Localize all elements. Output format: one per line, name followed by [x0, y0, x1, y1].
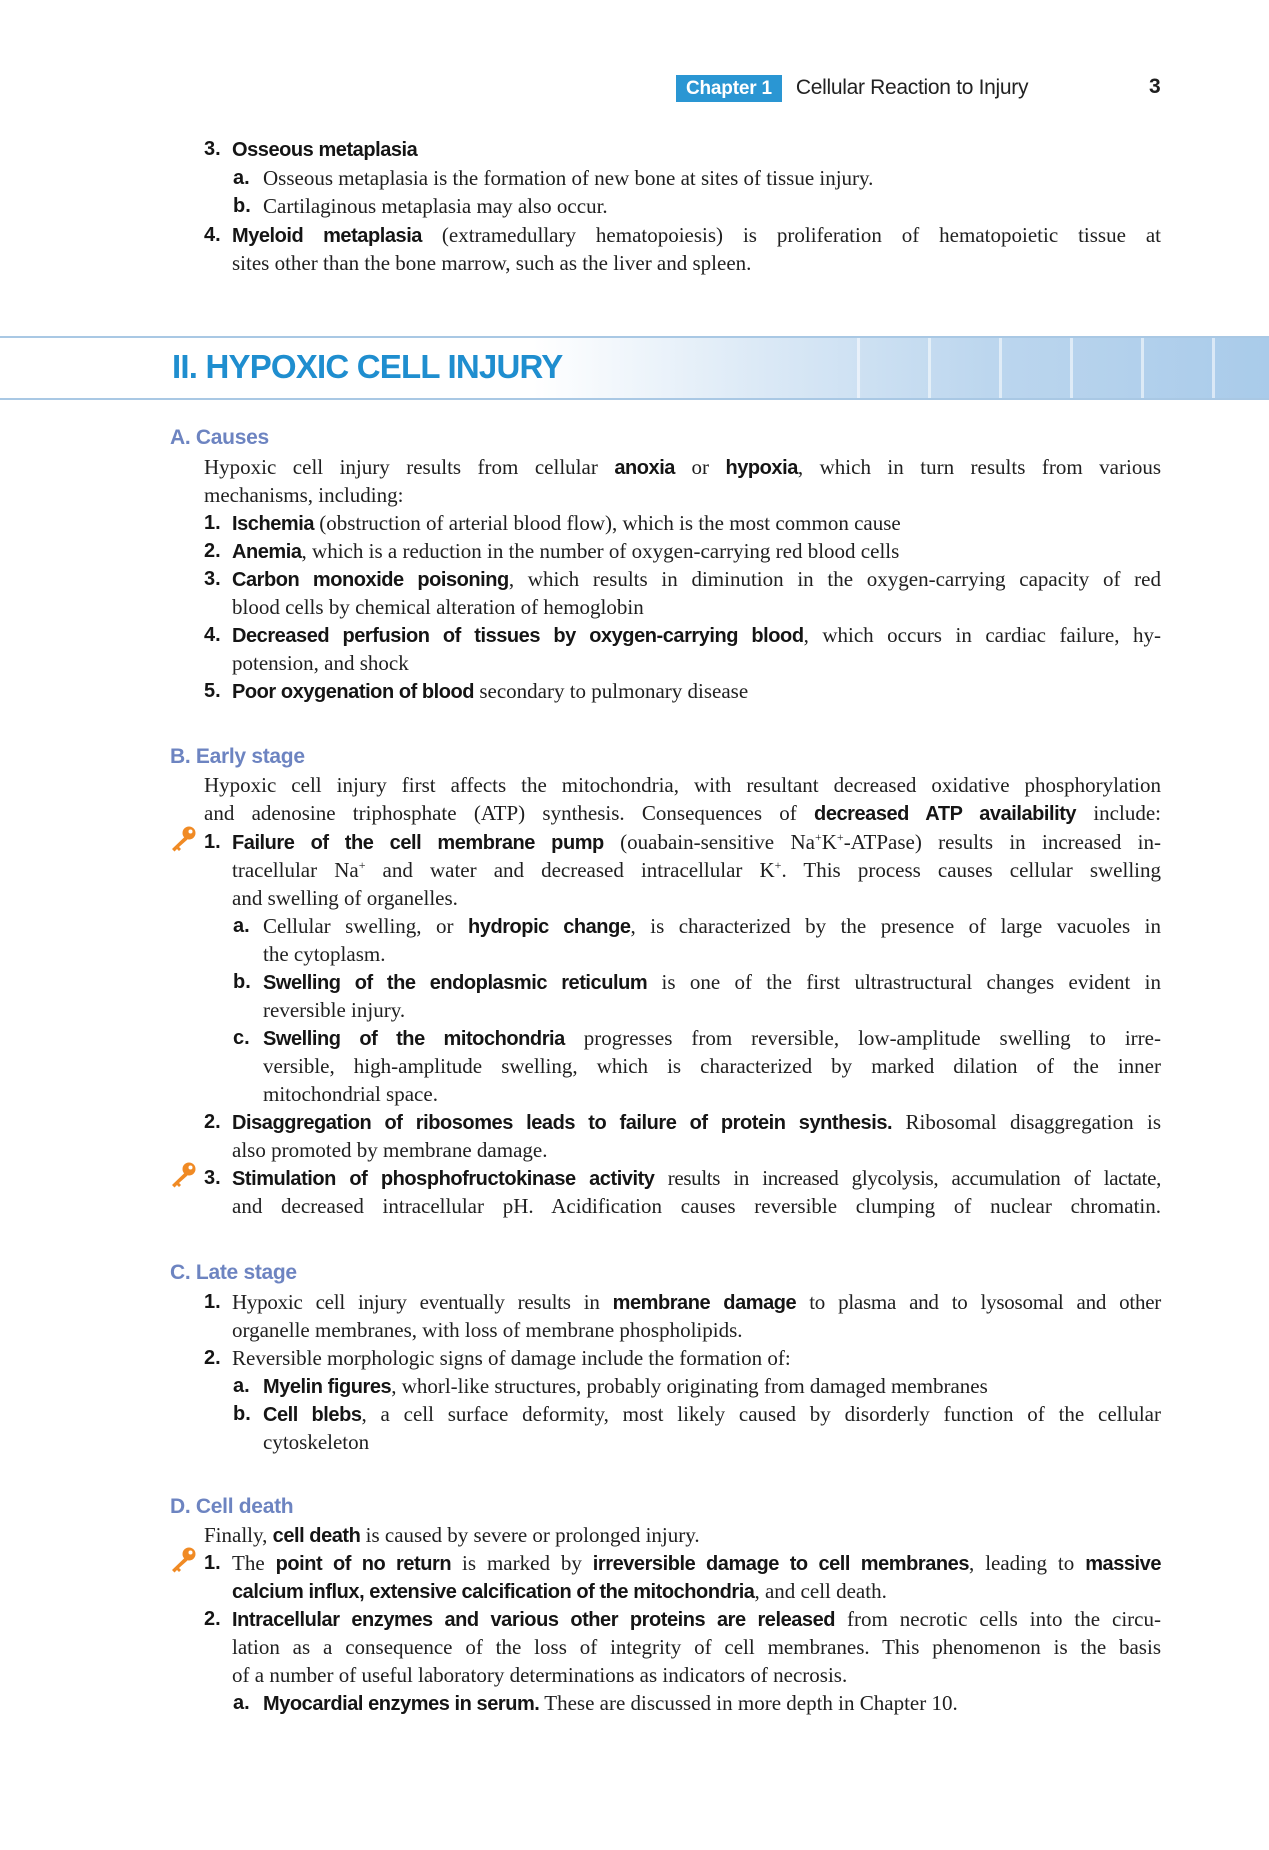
subsection-heading: D. Cell death — [170, 1495, 294, 1518]
list-item-text: Intracellular enzymes and various other proteins are released from necrotic cells into the circu- — [232, 1607, 1161, 1631]
list-number: 3. — [204, 1167, 221, 1189]
list-number: 5. — [204, 680, 221, 702]
list-item-text: also promoted by membrane damage. — [232, 1138, 548, 1162]
list-item-text: Osseous metaplasia is the formation of new bone at sites of tissue injury. — [263, 166, 874, 190]
list-letter: a. — [233, 167, 250, 189]
list-item-text: versible, high-amplitude swelling, which is characterized by marked dilation of the inner — [263, 1054, 1161, 1078]
subsection-heading: B. Early stage — [170, 745, 305, 768]
paragraph-line: Hypoxic cell injury results from cellular anoxia or hypoxia, which in turn results from various — [204, 455, 1161, 479]
list-item-text: of a number of useful laboratory determinations as indicators of necrosis. — [232, 1663, 848, 1687]
list-item-text: tracellular Na+ and water and decreased intracellular K+. This process causes cellular swelling — [232, 858, 1161, 882]
list-item-text: Anemia, which is a reduction in the number of oxygen-carrying red blood cells — [232, 539, 900, 563]
list-item-text: organelle membranes, with loss of membrane phospholipids. — [232, 1318, 743, 1342]
list-number: 2. — [204, 1347, 221, 1369]
list-item-text: potension, and shock — [232, 651, 409, 675]
running-header — [676, 74, 1028, 102]
key-icon — [168, 1546, 198, 1574]
list-letter: b. — [233, 1403, 251, 1425]
subsection-heading: C. Late stage — [170, 1261, 297, 1284]
list-item-text: cytoskeleton — [263, 1430, 370, 1454]
key-icon — [168, 1161, 198, 1189]
list-item-text: Disaggregation of ribosomes leads to failure of protein synthesis. Ribosomal disaggregation is — [232, 1110, 1161, 1134]
list-item-text: Failure of the cell membrane pump (ouabain-sensitive Na+K+-ATPase) results in increased in- — [232, 830, 1161, 854]
paragraph-line: mechanisms, including: — [204, 483, 404, 507]
list-letter: a. — [233, 1375, 250, 1397]
list-item-text: Myocardial enzymes in serum. These are discussed in more depth in Chapter 10. — [263, 1691, 958, 1715]
chapter-title: Cellular Reaction to Injury — [795, 76, 1029, 99]
list-number: 1. — [204, 1552, 221, 1574]
list-number: 3. — [204, 138, 221, 160]
list-item-text: blood cells by chemical alteration of hemoglobin — [232, 595, 644, 619]
list-item-text: Poor oxygenation of blood secondary to pulmonary disease — [232, 679, 749, 703]
chapter-badge: Chapter 1 — [676, 75, 782, 102]
list-item-text: the cytoplasm. — [263, 942, 386, 966]
list-item-text: The point of no return is marked by irreversible damage to cell membranes, leading to massive — [232, 1551, 1161, 1575]
list-item-text: Cartilaginous metaplasia may also occur. — [263, 194, 608, 218]
list-item-text: Swelling of the endoplasmic reticulum is one of the first ultrastructural changes evident in — [263, 970, 1161, 994]
subsection-heading: A. Causes — [170, 426, 269, 449]
list-letter: a. — [233, 915, 250, 937]
list-number: 1. — [204, 1291, 221, 1313]
list-item-text: Cellular swelling, or hydropic change, is characterized by the presence of large vacuoles in — [263, 914, 1161, 938]
list-item-text: reversible injury. — [263, 998, 406, 1022]
list-item-text: Myeloid metaplasia (extramedullary hematopoiesis) is proliferation of hematopoietic tissue at — [232, 223, 1161, 247]
list-item-text: and swelling of organelles. — [232, 886, 458, 910]
list-item-text: mitochondrial space. — [263, 1082, 438, 1106]
paragraph-line: Finally, cell death is caused by severe or prolonged injury. — [204, 1523, 700, 1547]
list-number: 3. — [204, 568, 221, 590]
list-letter: b. — [233, 195, 251, 217]
list-letter: b. — [233, 971, 251, 993]
list-item-title: Osseous metaplasia — [232, 139, 418, 161]
list-item-text: Ischemia (obstruction of arterial blood flow), which is the most common cause — [232, 511, 901, 535]
list-number: 4. — [204, 224, 221, 246]
list-letter: a. — [233, 1692, 250, 1714]
list-number: 2. — [204, 1608, 221, 1630]
list-number: 2. — [204, 540, 221, 562]
list-item-text: calcium influx, extensive calcification of the mitochondria, and cell death. — [232, 1579, 887, 1603]
paragraph-line: Hypoxic cell injury first affects the mitochondria, with resultant decreased oxidative phosphorylation — [204, 773, 1161, 797]
list-item-text: Myelin figures, whorl-like structures, probably originating from damaged membranes — [263, 1374, 988, 1398]
list-number: 2. — [204, 1111, 221, 1133]
list-item-text: lation as a consequence of the loss of integrity of cell membranes. This phenomenon is the basis — [232, 1635, 1161, 1659]
list-item-text: Carbon monoxide poisoning, which results in diminution in the oxygen-carrying capacity of red — [232, 567, 1161, 591]
list-item-text: sites other than the bone marrow, such as the liver and spleen. — [232, 251, 752, 275]
list-number: 4. — [204, 624, 221, 646]
section-title: II. HYPOXIC CELL INJURY — [172, 348, 563, 385]
list-item-text: Decreased perfusion of tissues by oxygen-carrying blood, which occurs in cardiac failure, hy- — [232, 623, 1161, 647]
key-icon — [168, 825, 198, 853]
list-item-text: and decreased intracellular pH. Acidification causes reversible clumping of nuclear chromatin. — [232, 1194, 1161, 1218]
list-letter: c. — [233, 1027, 250, 1049]
list-item-text: Reversible morphologic signs of damage include the formation of: — [232, 1346, 791, 1370]
list-number: 1. — [204, 831, 221, 853]
list-item-text: Stimulation of phosphofructokinase activity results in increased glycolysis, accumulation of lactate, — [232, 1166, 1162, 1190]
list-item-text: Swelling of the mitochondria progresses from reversible, low-amplitude swelling to irre- — [263, 1026, 1161, 1050]
list-item-text: Cell blebs, a cell surface deformity, most likely caused by disorderly function of the cellular — [263, 1402, 1161, 1426]
list-number: 1. — [204, 512, 221, 534]
list-item-text: Hypoxic cell injury eventually results in membrane damage to plasma and to lysosomal and other — [232, 1290, 1162, 1314]
page-number: 3 — [1149, 75, 1161, 98]
paragraph-line: and adenosine triphosphate (ATP) synthesis. Consequences of decreased ATP availability include: — [204, 801, 1161, 825]
